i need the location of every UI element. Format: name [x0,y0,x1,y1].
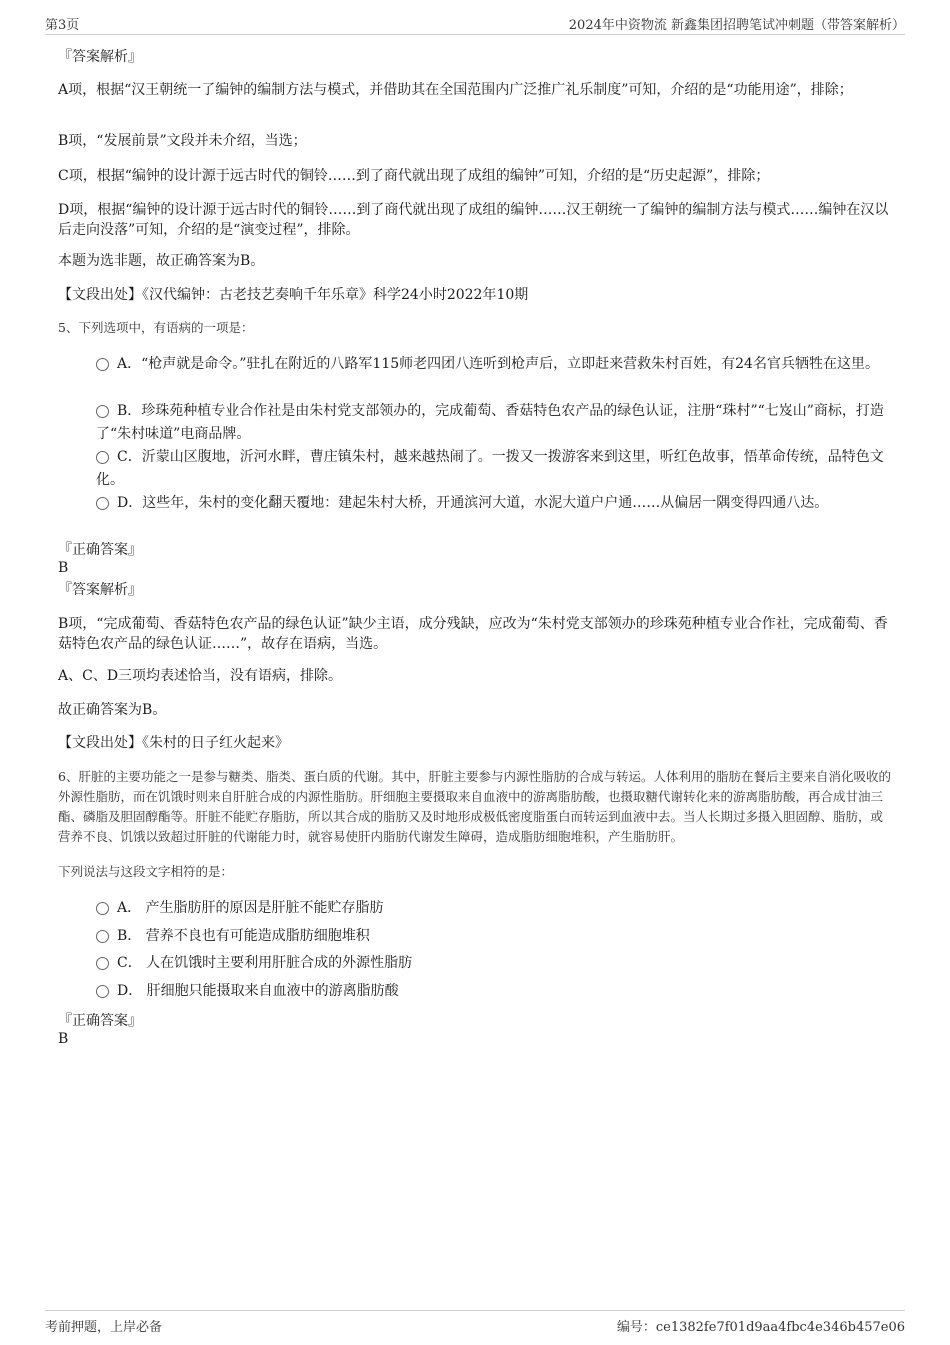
q6-passage: 6、肝脏的主要功能之一是参与糖类、脂类、蛋白质的代谢。其中，肝脏主要参与内源性脂肪的合成与转运。人体利用的脂肪在餐后主要来自消化吸收的外源性脂肪，而在饥饿时则来自肝脏合成的内源性脂肪。肝细胞主要摄取来自血液中的游离脂肪酸，也摄取糖代谢转化来的游离脂肪酸，再合成甘油三酯、磷脂及胆固醇酯等。肝脏不能贮存脂肪，所以其合成的脂肪又及时地形成极低密度脂蛋白而转运到血液中去。当人长期过多摄入胆固醇、脂肪，或营养不良、饥饿以致超过肝脏的代谢能力时，就容易使肝内脂肪代谢发生障碍，造成脂肪细胞堆积，产生脂肪肝。 [58,769,891,844]
q5-option-a-text: A．“枪声就是命令。”驻扎在附近的八路军115师老四团八连听到枪声后，立即赶来营救朱村百姓，有24名官兵牺牲在这里。 [117,356,879,372]
q5-option-b[interactable] [96,400,896,446]
q6-option-c[interactable] [96,952,896,975]
q6-option-b-text: B． 营养不良也有可能造成脂肪细胞堆积 [117,928,370,944]
q5-option-b-text: B．珍珠苑种植专业合作社是由朱村党支部领办的，完成葡萄、香菇特色农产品的绿色认证，注册“珠村”“七岌山”商标，打造了“朱村味道”电商品牌。 [96,403,884,442]
footer-slogan: 考前押题，上岸必备 [45,1320,163,1335]
radio-icon[interactable] [96,497,109,510]
footer-code: 编号：ce1382fe7f01d9aa4fbc4e346b457e06 [616,1320,905,1335]
document-title: 2024年中资物流 新鑫集团招聘笔试冲刺题（带答案解析） [568,18,905,33]
q5-option-c[interactable] [96,446,896,492]
radio-icon[interactable] [96,902,109,915]
q4-analysis-a: A项，根据“汉王朝统一了编钟的编制方法与模式，并借助其在全国范围内广泛推广礼乐制度”可知，介绍的是“功能用途”，排除； [58,82,853,98]
q5-analysis-label: 『答案解析』 [58,582,142,598]
page-header [45,14,905,35]
q6-option-a[interactable] [96,897,896,920]
radio-icon[interactable] [96,451,109,464]
q6-option-d-text: D． 肝细胞只能摄取来自血液中的游离脂肪酸 [117,983,399,999]
radio-icon[interactable] [96,985,109,998]
q5-option-d-text: D．这些年，朱村的变化翻天覆地：建起朱村大桥，开通滨河大道，水泥大道户户通……从偏居一隅变得四通八达。 [117,495,829,511]
q6-option-d[interactable] [96,980,896,1003]
q5-analysis-acd: A、C、D三项均表述恰当，没有语病，排除。 [58,668,343,684]
radio-icon[interactable] [96,405,109,418]
q4-analysis-d: D项，根据“编钟的设计源于远古时代的铜铃……到了商代就出现了成组的编钟……汉王朝统一了编钟的编制方法与模式……编钟在汉以后走向没落”可知，介绍的是“演变过程”，排除。 [58,202,889,238]
radio-icon[interactable] [96,957,109,970]
q4-analysis-b: B项，“发展前景”文段并未介绍，当选； [58,133,307,149]
q5-answer-label: 『正确答案』 [58,542,142,558]
q5-question: 5、下列选项中，有语病的一项是： [58,320,254,335]
q5-answer: B [58,560,69,576]
radio-icon[interactable] [96,930,109,943]
q6-option-c-text: C． 人在饥饿时主要利用肝脏合成的外源性脂肪 [117,955,413,971]
q4-conclusion: 本题为选非题，故正确答案为B。 [58,253,265,269]
q6-question: 下列说法与这段文字相符的是： [58,864,234,879]
page-footer [45,1310,905,1335]
q5-option-d[interactable] [96,492,896,515]
q4-analysis-c: C项，根据“编钟的设计源于远古时代的铜铃……到了商代就出现了成组的编钟”可知，介绍的是“历史起源”，排除； [58,168,770,184]
q6-answer-label: 『正确答案』 [58,1013,142,1029]
q5-option-a[interactable] [96,353,896,376]
q6-answer: B [58,1031,69,1047]
radio-icon[interactable] [96,358,109,371]
q5-source: 【文段出处】《朱村的日子红火起来》 [58,735,289,751]
q6-option-a-text: A． 产生脂肪肝的原因是肝脏不能贮存脂肪 [117,900,384,916]
q6-option-b[interactable] [96,925,896,948]
page-number: 第3页 [45,18,80,33]
q4-analysis-label: 『答案解析』 [58,49,142,65]
q5-conclusion: 故正确答案为B。 [58,702,167,718]
q4-source: 【文段出处】《汉代编钟：古老技艺奏响千年乐章》科学24小时2022年10期 [58,287,529,303]
q5-option-c-text: C．沂蒙山区腹地，沂河水畔，曹庄镇朱村，越来越热闹了。一拨又一拨游客来到这里，听红色故事，悟革命传统，品特色文化。 [96,449,884,488]
q5-analysis-b: B项，“完成葡萄、香菇特色农产品的绿色认证”缺少主语，成分残缺，应改为“朱村党支部领办的珍珠苑种植专业合作社，完成葡萄、香菇特色农产品的绿色认证……”，故存在语病，当选。 [58,616,888,652]
